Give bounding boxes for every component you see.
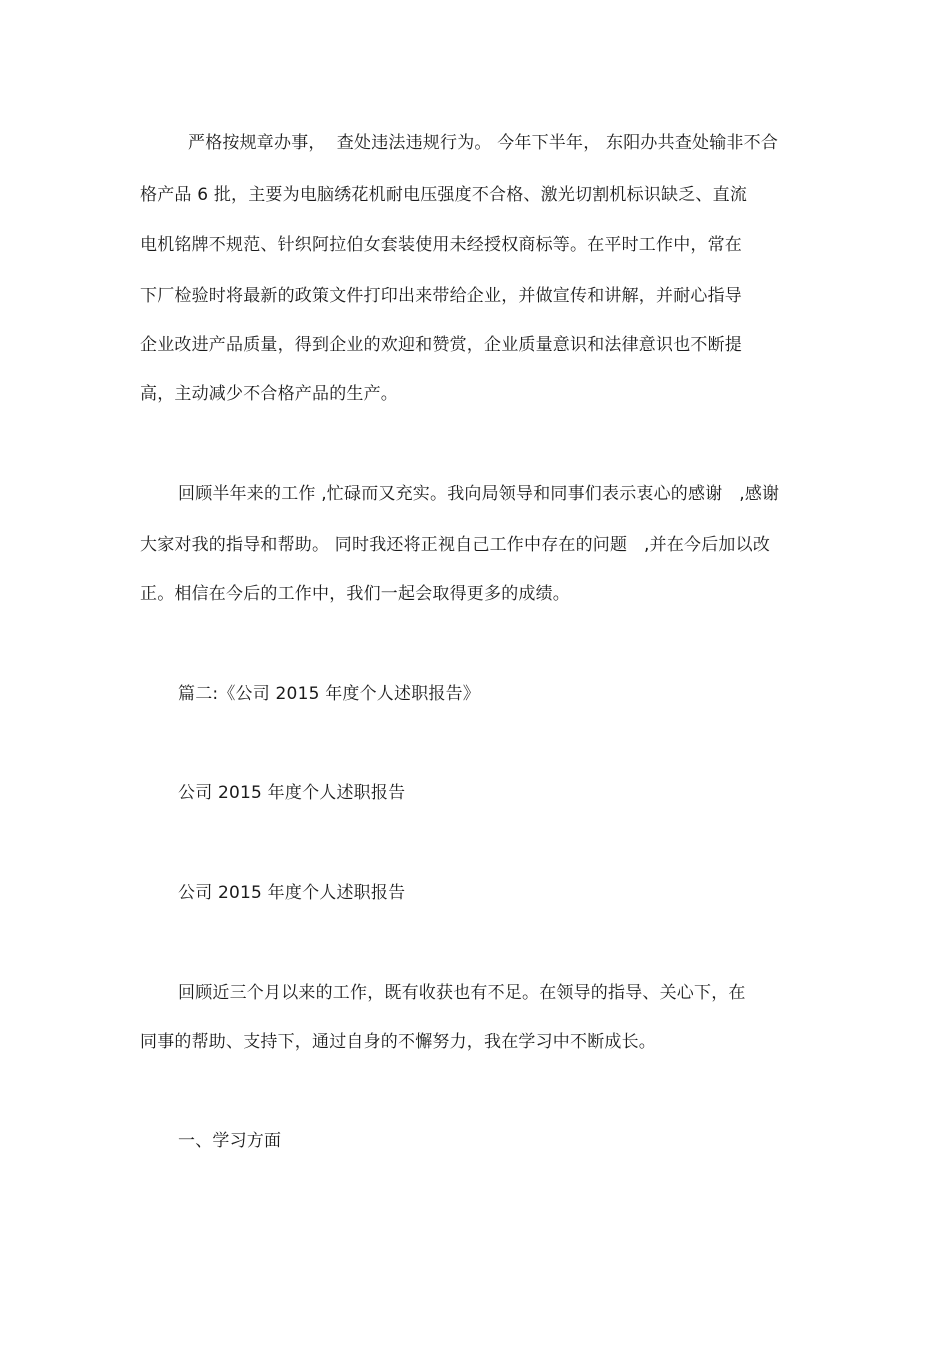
paragraph-1-line-4: 下厂检验时将最新的政策文件打印出来带给企业，并做宣传和讲解，并耐心指导 — [140, 286, 742, 306]
paragraph-2-line-1: 回顾半年来的工作 ,忙碌而又充实。我向局领导和同事们表示衷心的感谢 ,感谢 — [178, 484, 780, 504]
paragraph-2-line-3: 正。相信在今后的工作中，我们一起会取得更多的成绩。 — [140, 584, 570, 604]
section-heading: 篇二:《公司 2015 年度个人述职报告》 — [178, 684, 480, 704]
paragraph-1-line-1: 严格按规章办事， 查处违法违规行为。 今年下半年， 东阳办共查处输非不合 — [188, 133, 779, 153]
report-title: 公司 2015 年度个人述职报告 — [178, 783, 406, 803]
paragraph-1-line-3: 电机铭牌不规范、针织阿拉伯女套装使用未经授权商标等。在平时工作中，常在 — [140, 235, 742, 255]
paragraph-3-line-2: 同事的帮助、支持下，通过自身的不懈努力，我在学习中不断成长。 — [140, 1032, 656, 1052]
report-subtitle: 公司 2015 年度个人述职报告 — [178, 883, 406, 903]
paragraph-1-line-2: 格产品 6 批，主要为电脑绣花机耐电压强度不合格、激光切割机标识缺乏、直流 — [140, 185, 748, 205]
paragraph-1-line-5: 企业改进产品质量，得到企业的欢迎和赞赏，企业质量意识和法律意识也不断提 — [140, 335, 742, 355]
subsection-heading: 一、学习方面 — [178, 1131, 282, 1151]
paragraph-2-line-2: 大家对我的指导和帮助。 同时我还将正视自己工作中存在的问题 ,并在今后加以改 — [140, 535, 771, 555]
paragraph-1-line-6: 高，主动减少不合格产品的生产。 — [140, 384, 398, 404]
paragraph-3-line-1: 回顾近三个月以来的工作，既有收获也有不足。在领导的指导、关心下，在 — [178, 983, 746, 1003]
